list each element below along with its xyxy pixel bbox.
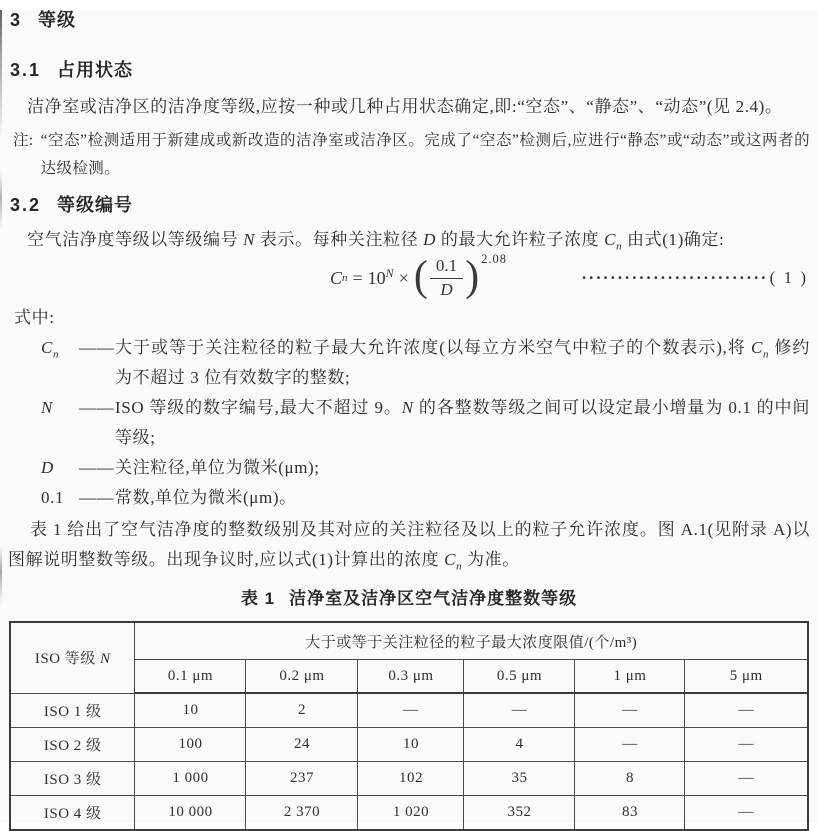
text-segment: 的最大允许粒子浓度 [436, 230, 605, 249]
definition-text: 常数,单位为微米(μm)。 [115, 488, 297, 507]
definition-n [8, 393, 810, 453]
table-intro-paragraph [8, 515, 810, 575]
table-cell: — [358, 693, 464, 728]
table-cell: 24 [246, 728, 358, 762]
section-3-heading [10, 10, 818, 30]
row-label: ISO 1 级 [10, 693, 135, 728]
text-segment: 空气洁净度等级以等级编号 [27, 230, 244, 249]
right-paren: ) [465, 253, 480, 301]
section-number: 3 [10, 10, 23, 30]
definition-term: N [41, 398, 53, 417]
header-concentration-limit: 大于或等于关注粒径的粒子最大浓度限值/(个/m³) [135, 622, 808, 660]
table-cell: 352 [464, 796, 575, 831]
note-label: 注: [13, 132, 34, 149]
note-text: “空态”检测适用于新建成或新改造的洁净室或洁净区。完成了“空态”检测后,应进行“静态”或“动态”或这两者的达级检测。 [40, 132, 810, 177]
table-cell: 8 [575, 762, 685, 796]
header-size: 1 μm [575, 660, 685, 694]
table-row [10, 728, 808, 762]
document-page [0, 10, 818, 823]
table-cell: 35 [464, 762, 575, 796]
fraction-denominator: D [440, 280, 453, 299]
cleanliness-class-table [9, 621, 809, 831]
header-size: 0.1 μm [135, 660, 246, 694]
section-title: 等级编号 [57, 195, 134, 215]
variable-C: C [444, 550, 457, 569]
section-number: 3.2 [10, 195, 42, 215]
table-row [10, 693, 808, 728]
definition-term: 0.1 [41, 488, 65, 507]
equals-sign: = [352, 267, 363, 288]
row-label: ISO 2 级 [10, 728, 135, 762]
definition-dash: —— [79, 458, 115, 477]
equation-1 [0, 252, 818, 301]
left-paren: ( [413, 253, 428, 301]
definition-text: ISO 等级的数字编号,最大不超过 9。N 的各整数等级之间可以设定最小增量为 0.1 的中间等级; [115, 398, 810, 447]
table-cell: — [685, 796, 808, 831]
text-segment: 由式(1)确定: [622, 230, 725, 249]
variable-C: C [330, 267, 343, 288]
definition-01 [8, 483, 810, 513]
definition-list [8, 333, 810, 513]
occupancy-state-paragraph: 洁净室或洁净区的洁净度等级,应按一种或几种占用状态确定,即:“空态”、“静态”、“动态”(见 2.4)。 [27, 97, 783, 116]
base-ten: $10^N$ [367, 265, 394, 288]
table-label: 表 1 [240, 589, 276, 608]
equation-leader [581, 268, 808, 288]
scan-edge-artifact [0, 10, 2, 823]
section-3-1-heading [10, 60, 818, 80]
header-size: 0.5 μm [464, 660, 575, 694]
definition-dash: —— [79, 488, 115, 507]
definition-cn [8, 333, 810, 393]
exponent-value: 2.08 [481, 252, 507, 266]
times-sign: × [398, 267, 409, 288]
definition-text: 关注粒径,单位为微米(μm); [115, 458, 320, 477]
exponent-N: N [385, 265, 394, 280]
definition-text: 大于或等于关注粒径的粒子最大允许浓度(以每立方米空气中粒子的个数表示),将 $C_n$ 修约为不超过 3 位有效数字的整数; [115, 338, 810, 387]
table-cell: 2 [246, 693, 358, 728]
equation-number: ( 1 ) [769, 268, 808, 287]
row-label: ISO 4 级 [10, 796, 135, 831]
section-3-2-heading [10, 195, 818, 215]
table-cell: 1 020 [358, 796, 464, 831]
table-cell: 10 [135, 693, 246, 728]
table-cell: 237 [246, 762, 358, 796]
variable-D: D [423, 230, 437, 249]
fraction [430, 256, 463, 300]
class-number-paragraph [10, 229, 810, 251]
definition-term: D [41, 458, 54, 477]
table-cell: 1 000 [135, 762, 246, 796]
row-label: ISO 3 级 [10, 762, 135, 796]
dot-leader: ·························· [581, 268, 768, 287]
table-row [10, 796, 808, 831]
table-cell: 100 [135, 728, 246, 762]
table-row [10, 762, 808, 796]
header-size: 5 μm [685, 660, 808, 694]
equation-math: C n = $10^N$ × ( $\frac{0.1}{D}$ ) 2.08 [330, 252, 507, 301]
definition-dash: —— [79, 338, 115, 357]
table-cell: — [575, 693, 685, 728]
header-size: 0.3 μm [358, 660, 464, 694]
table-cell: — [575, 728, 685, 762]
table-header-row-1 [10, 622, 808, 660]
text-segment: 为准。 [462, 550, 520, 569]
section-title: 等级 [38, 10, 77, 30]
table-cell: 83 [575, 796, 685, 831]
definition-term: $C_n$ [41, 338, 60, 361]
section-title: 占用状态 [57, 60, 134, 80]
variable-C: C [604, 230, 617, 249]
variable-C-subscript: n [456, 560, 463, 573]
table-title: 洁净室及洁净区空气洁净度整数等级 [289, 589, 578, 608]
table-cell: 10 [358, 728, 464, 762]
text-segment: 表示。每种关注粒径 [255, 230, 424, 249]
header-iso-class: ISO 等级 N [10, 622, 135, 693]
fraction-numerator: 0.1 [430, 256, 463, 279]
variable-N: N [243, 230, 256, 249]
where-label: 式中: [14, 308, 55, 327]
table-cell: 2 370 [246, 796, 358, 831]
table-1-caption [0, 584, 818, 609]
table-cell: — [685, 728, 808, 762]
table-cell: 4 [464, 728, 575, 762]
note-block [13, 127, 810, 183]
header-size: 0.2 μm [246, 660, 358, 694]
table-cell: 10 000 [135, 796, 246, 831]
text-segment: 表 1 给出了空气洁净度的整数级别及其对应的关注粒径及以上的粒子允许浓度。图 A.1(见附录 A)以图解说明整数等级。出现争议时,应以式(1)计算出的浓度 [8, 520, 810, 569]
definition-dash: —— [79, 398, 115, 417]
table-cell: — [685, 762, 808, 796]
table-cell: — [464, 693, 575, 728]
definition-d [8, 453, 810, 483]
table-cell: — [685, 693, 808, 728]
section-number: 3.1 [10, 60, 42, 80]
table-cell: 102 [358, 762, 464, 796]
variable-C-subscript: n [616, 240, 623, 253]
